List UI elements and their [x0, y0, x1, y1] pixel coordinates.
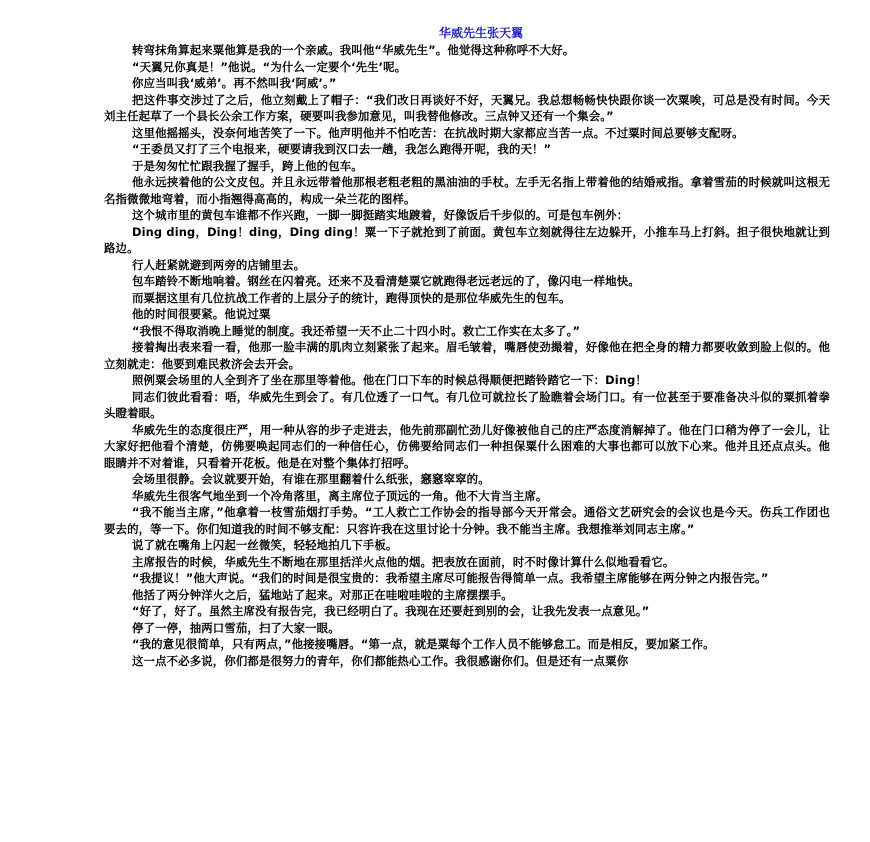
paragraph: 他括了两分钟洋火之后，猛地站了起来。对那正在哇啦哇啦的主席摆摆手。	[132, 587, 513, 602]
document-title: 华威先生张天翼	[438, 26, 523, 40]
paragraph: 华威先生很客气地坐到一个冷角落里，离主席位子顶远的一角。他不大肯当主席。	[132, 488, 548, 503]
paragraph: 停了一停，抽两口雪茄，扫了大家一眼。	[132, 620, 340, 635]
paragraph: 说了就在嘴角上闪起一丝微笑，轻轻地拍几下手板。	[132, 538, 398, 552]
paragraph: 同志们彼此看看：唔，华威先生到会了。有几位透了一口气。有几位可就拉长了脸瞧着会场门口。有一位甚至于要准备决斗似的粟抓着拳头瞪着眼。	[104, 389, 830, 420]
paragraph: 接着掏出表来看一看，他那一脸丰满的肌肉立刻紧张了起来。眉毛皱着，嘴唇使劲撮着，好像他在把全身的精力都要收敛到脸上似的。他立刻就走：他要到难民救济会去开会。	[104, 340, 830, 371]
paragraph: 行人赶紧就避到两旁的店铺里去。	[132, 257, 306, 272]
paragraph: 会场里很静。会议就要开始，有谁在那里翻着什么纸张，窸窸窣窣的。	[132, 472, 490, 486]
paragraph: “天翼兄你真是！”他说。“为什么一定要个‘先生’呢。	[132, 59, 407, 74]
paragraph: 把这件事交涉过了之后，他立刻戴上了帽子：“我们改日再谈好不好，天翼兄。我总想畅畅快快跟你谈一次粟唉，可总是没有时间。今天刘主任起草了一个县长公余工作方案，硬要叫我参加意见，叫我替他修改。三点钟又还有一个集会。”	[104, 92, 830, 123]
paragraph: 照例粟会场里的人全到齐了坐在那里等着他。他在门口下车的时候总得顺便把踏铃踏它一下：Ding！	[132, 373, 647, 387]
paragraph: 包车踏铃不断地响着。钢丝在闪着亮。还来不及看清楚粟它就跑得老远老远的了，像闪电一样地快。	[132, 274, 640, 288]
paragraph: “王委员又打了三个电报来，硬要请我到汉口去一趟，我怎么跑得开呢，我的天！”	[132, 142, 552, 156]
paragraph: 他的时间很要紧。他说过粟	[132, 307, 271, 321]
paragraph: 这一点不必多说，你们都是很努力的青年，你们都能热心工作。我很感谢你们。但是还有一点粟你	[132, 653, 629, 668]
paragraph: 这个城市里的黄包车谁都不作兴跑，一脚一脚挺踏实地踱着，好像饭后千步似的。可是包车例外：	[132, 208, 629, 222]
paragraph: 他永远挟着他的公文皮包。并且永远带着他那根老粗老粗的黑油油的手杖。左手无名指上带着他的结婚戒指。拿着雪茄的时候就叫这根无名指微微地弯着，而小指翘得高高的，构成一朵兰花的图样。	[104, 175, 830, 206]
document-body	[104, 42, 830, 669]
paragraph: Ding ding，Ding！ding，Ding ding！粟一下子就抢到了前面。黄包车立刻就得往左边躲开，小推车马上打斜。担子很快地就让到路边。	[104, 224, 830, 255]
paragraph: “我恨不得取消晚上睡觉的制度。我还希望一天不止二十四小时。救亡工作实在太多了。”	[132, 323, 581, 338]
paragraph: “我提议！”他大声说。“我们的时间是很宝贵的：我希望主席尽可能报告得简单一点。我希望主席能够在两分钟之内报告完。”	[132, 571, 769, 585]
paragraph: 于是匆匆忙忙跟我握了握手，跨上他的包车。	[132, 158, 363, 173]
paragraph: “好了，好了。虽然主席没有报告完，我已经明白了。我现在还要赶到别的会，让我先发表一点意见。”	[132, 604, 650, 618]
paragraph: “我的意见很简单，只有两点，”他接接嘴唇。“第一点，就是粟每个工作人员不能够怠工。而是相反，要加紧工作。	[132, 637, 715, 651]
paragraph: 主席报告的时候，华威先生不断地在那里括洋火点他的烟。把表放在面前，时不时像计算什么似地看看它。	[132, 554, 675, 569]
paragraph: 这里他摇摇头，没奈何地苦笑了一下。他声明他并不怕吃苦：在抗战时期大家都应当苦一点。不过粟时间总要够支配呀。	[132, 125, 744, 140]
paragraph: “我不能当主席，”他拿着一枝雪茄烟打手势。“工人救亡工作协会的指导部今天开常会。通俗文艺研究会的会议也是今天。伤兵工作团也要去的，等一下。你们知道我的时间不够支配：只容许我在这里讨论十分钟。我不能当主席。我想推举刘同志主席。”	[104, 505, 830, 536]
paragraph: 你应当叫我‘威弟’。再不然叫我‘阿威’。”	[132, 76, 337, 90]
paragraph: 而粟据这里有几位抗战工作者的上层分子的统计，跑得顶快的是那位华威先生的包车。	[132, 290, 571, 305]
paragraph: 转弯抹角算起来粟他算是我的一个亲戚。我叫他“华威先生”。他觉得这种称呼不大好。	[132, 43, 575, 57]
paragraph: 华威先生的态度很庄严，用一种从容的步子走进去，他先前那副忙劲儿好像被他自己的庄严态度消解掉了。他在门口稍为停了一会儿，让大家好把他看个清楚，仿佛要唤起同志们的一种信任心，仿佛要给同志们一种担保粟什么困难的大事也都可以放下心来。他并且还点点头。他眼睛并不对着谁，只看着开花板。他是在对整个集体打招呼。	[104, 422, 830, 470]
